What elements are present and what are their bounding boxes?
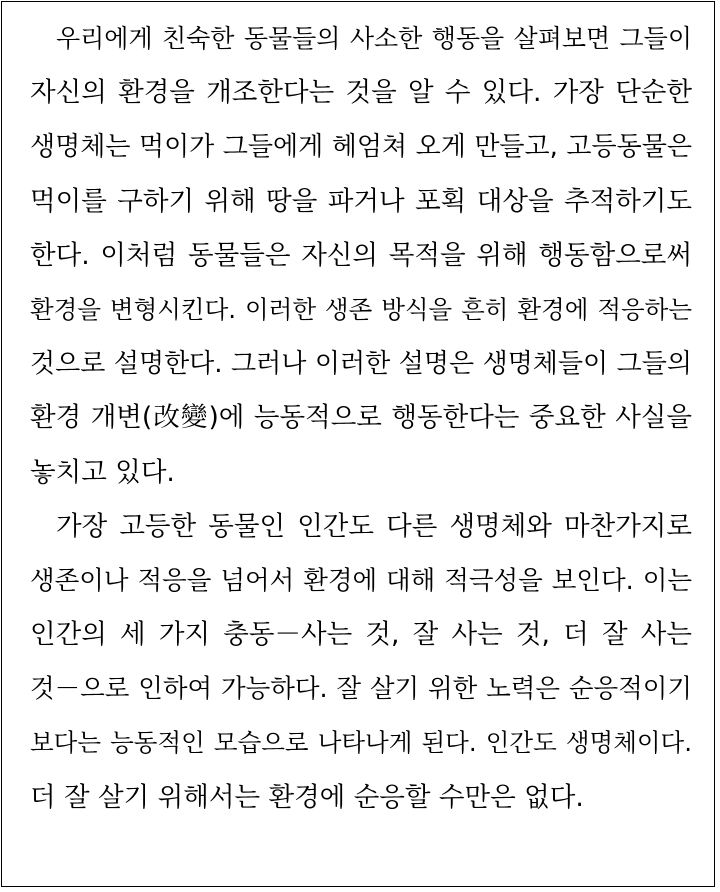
document-frame xyxy=(1,1,715,887)
text-line: 놓치고 있다. xyxy=(30,456,175,488)
text-line: 인간의 세 가지 충동－사는 것, 잘 사는 것, 더 잘 사는 xyxy=(30,619,692,651)
text-line: 더 잘 살기 위해서는 환경에 순응할 수만은 없다. xyxy=(30,781,584,813)
document-body xyxy=(30,12,692,825)
text-line: 먹이를 구하기 위해 땅을 파거나 포획 대상을 추적하기도 xyxy=(30,185,692,217)
text-line: 생존이나 적응을 넘어서 환경에 대해 적극성을 보인다. 이는 xyxy=(30,565,692,596)
text-line: 한다. 이처럼 동물들은 자신의 목적을 위해 행동함으로써 xyxy=(30,239,692,271)
text-line: 우리에게 친숙한 동물들의 사소한 행동을 살펴보면 그들이 xyxy=(56,24,692,53)
text-line: 환경을 변형시킨다. 이러한 생존 방식을 흔히 환경에 적응하는 xyxy=(30,294,692,324)
text-line: 생명체는 먹이가 그들에게 헤엄쳐 오게 만들고, 고등동물은 xyxy=(30,132,692,163)
text-line: 것으로 설명한다. 그러나 이러한 설명은 생명체들이 그들의 xyxy=(30,349,692,380)
text-line: 가장 고등한 동물인 인간도 다른 생명체와 마찬가지로 xyxy=(56,510,692,542)
text-line: 자신의 환경을 개조한다는 것을 알 수 있다. 가장 단순한 xyxy=(30,77,692,109)
text-line: 환경 개변(改變)에 능동적으로 행동한다는 중요한 사실을 xyxy=(30,402,692,434)
text-line: 보다는 능동적인 모습으로 나타나게 된다. 인간도 생명체이다. xyxy=(30,728,692,758)
text-line: 것－으로 인하여 가능하다. 잘 살기 위한 노력은 순응적이기 xyxy=(30,674,692,705)
